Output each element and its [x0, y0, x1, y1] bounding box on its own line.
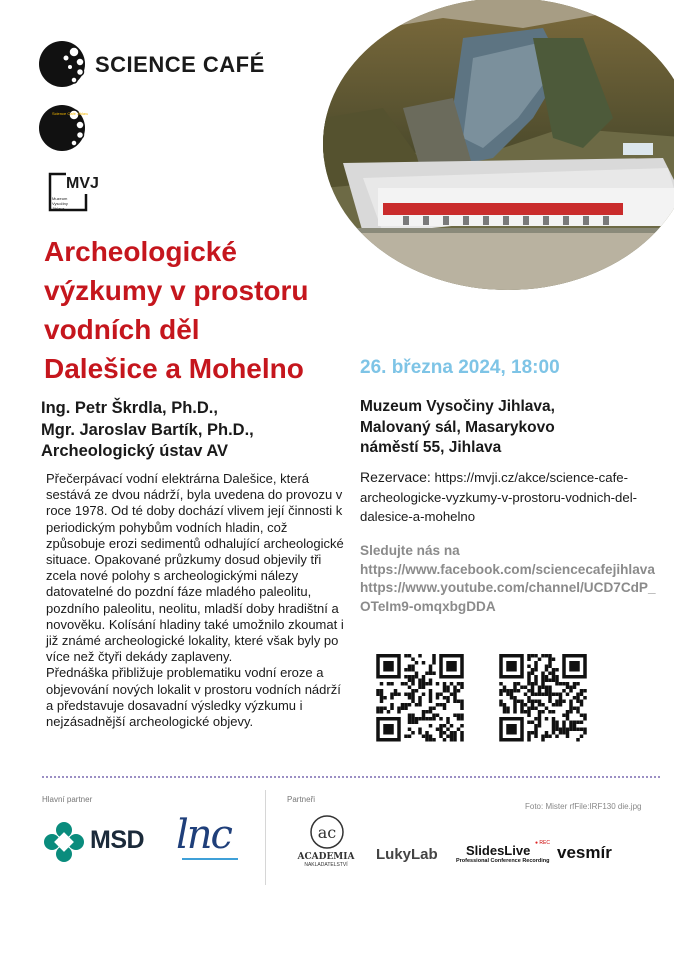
speaker-line: Mgr. Jaroslav Bartík, Ph.D., — [41, 420, 254, 439]
qr-code-youtube[interactable] — [489, 654, 597, 747]
title-line: Archeologické — [44, 236, 237, 267]
social-links — [360, 542, 660, 616]
academia-text: ACADEMIA — [297, 852, 355, 862]
slideslive-sub: Professional Conference Recording — [456, 858, 550, 864]
description — [46, 471, 346, 730]
description-paragraph-2: Přednáška přibližuje problematiku vodní eroze a objevování nových lokalit v prostoru vodních nádrží a představuje dosavadní výsledky výzkumu i nejzásadnější archeologické objevy. — [46, 665, 341, 730]
science-cafe-jihlava-logo-icon — [38, 103, 88, 158]
reservation-link[interactable]: https://mvji.cz/akce/science-cafe-archeologicke-vyzkumy-v-prostoru-vodnich-del-dalesice-a-mohelno — [360, 470, 638, 524]
facebook-link[interactable]: https://www.facebook.com/sciencecafejihlava — [360, 561, 655, 577]
svg-text:ac: ac — [317, 823, 337, 842]
event-venue: Muzeum Vysočiny Jihlava, Malovaný sál, Masarykovo náměstí 55, Jihlava — [360, 398, 555, 456]
lnc-underline — [182, 858, 238, 860]
description-paragraph-1: Přečerpávací vodní elektrárna Dalešice, která sestává ze dvou nádrží, byla uvedena do provozu v roce 1978. Od té doby dochází vlivem její činnosti k periodickým pohybům vodních hladin, což způsobuje erozi sedimentů odhalující archeologické situace. Opakované průzkumy dosud objevily tři zcela nové polohy s archeologickými nálezy datovatelné do pozdní fáze mladého paleolitu, pozdního paleolitu, neolitu, mladší doby hradištní a novověku. Kolísání hladiny také umožnilo zkoumat i již známé archeologické lokality, které však byly po více než čtyři dekády zaplaveny. — [46, 471, 344, 665]
speaker-line: Ing. Petr Škrdla, Ph.D., — [41, 399, 218, 417]
event-date: 26. března 2024, 18:00 — [360, 357, 560, 378]
main-partner-label: Hlavní partner — [42, 795, 93, 804]
speaker-line: Archeologický ústav AV — [41, 442, 229, 460]
sub-logo-text: Science Café Jihlava — [52, 111, 88, 116]
science-cafe-logo-icon — [38, 40, 88, 95]
photo-credit: Foto: Mister rfFile:IRF130 die.jpg — [525, 802, 642, 811]
reservation — [360, 468, 650, 527]
page-title — [44, 232, 344, 388]
mvj-short: MVJ — [66, 175, 99, 192]
lnc-logo-text: lnc — [176, 812, 231, 858]
footer-divider — [265, 790, 266, 885]
title-line: výzkumy v prostoru — [44, 275, 309, 306]
academia-logo-icon — [309, 814, 345, 855]
partners-label: Partneři — [287, 795, 316, 804]
title-line: Dalešice a Mohelno — [44, 353, 304, 384]
msd-logo-icon — [42, 820, 86, 869]
mvj-full: Muzeum Vysočiny Jihlava — [52, 196, 68, 211]
youtube-link[interactable]: https://www.youtube.com/channel/UCD7CdP_OTeIm9-omqxbgDDA — [360, 580, 656, 614]
speakers — [41, 398, 341, 463]
social-heading: Sledujte nás na — [360, 543, 460, 558]
divider — [42, 776, 660, 778]
brand-name: SCIENCE CAFÉ — [95, 52, 265, 77]
reservation-label: Rezervace: — [360, 469, 431, 485]
slideslive-logo: SlidesLive — [466, 843, 531, 858]
qr-code-facebook[interactable] — [366, 654, 474, 747]
title-line: vodních děl — [44, 314, 200, 345]
academia-sub: NAKLADATELSTVÍ — [304, 862, 348, 868]
hero-photo-dam — [323, 0, 674, 290]
vesmir-logo: vesmír — [557, 843, 612, 862]
lukylab-logo: LukyLab — [376, 846, 438, 863]
msd-logo-text: MSD — [90, 826, 145, 854]
slideslive-rec: ● REC — [535, 840, 550, 846]
